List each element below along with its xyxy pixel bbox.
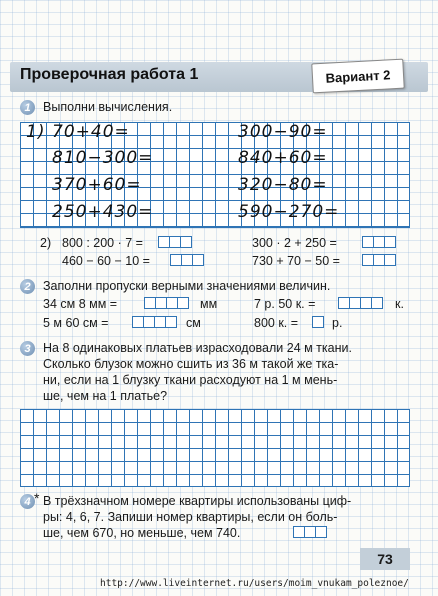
expression: 800 : 200 · 7 = [62,236,143,250]
expression: 300 · 2 + 250 = [252,236,337,250]
answer-cells[interactable] [144,297,188,309]
footer-url[interactable]: http://www.liveinternet.ru/users/moim_vnukam_poleznoe/ [100,578,409,589]
unit-label: см [186,316,201,330]
conversion-label: 34 см 8 мм = [43,297,118,311]
answer-cells[interactable] [158,236,191,248]
handwritten-expression: 250+430= [52,202,154,222]
task-number-icon-3: 3 [20,341,35,356]
page-number: 73 [360,548,410,570]
answer-cells[interactable] [293,526,326,538]
task3-text-line: Сколько блузок можно сшить из 36 м такой же тка- [43,357,339,371]
task4-text-line: ры: 4, 6, 7. Запиши номер квартиры, если он боль- [43,510,338,524]
page-title: Проверочная работа 1 [20,66,199,83]
conversion-label: 800 к. = [254,316,299,330]
answer-cells[interactable] [362,236,395,248]
task3-answer-grid[interactable] [20,409,410,487]
task1-part1-label: 1) [26,122,46,142]
handwritten-expression: 370+60= [52,175,142,195]
handwritten-expression: 810−300= [52,148,154,168]
task2-instruction: Заполни пропуски верными значениями величин. [43,279,331,293]
answer-cells[interactable] [312,316,323,328]
handwritten-expression: 590−270= [238,202,340,222]
conversion-label: 7 р. 50 к. = [254,297,316,311]
task4-text-line: ше, чем 670, но меньше, чем 740. [43,526,241,540]
task-number-icon-4: 4 [20,494,35,509]
task3-text-line: ни, если на 1 блузку ткани расходуют на 1 м мень- [43,373,338,387]
expression: 730 + 70 − 50 = [252,254,340,268]
answer-cells[interactable] [362,254,395,266]
unit-label: мм [200,297,218,311]
task3-text-line: На 8 одинаковых платьев израсходовали 24 м ткани. [43,341,352,355]
handwritten-expression: 70+40= [52,122,130,142]
unit-label: р. [332,316,343,330]
conversion-label: 5 м 60 см = [43,316,109,330]
handwritten-expression: 320−80= [238,175,328,195]
task1-part2-label: 2) [40,236,52,250]
handwritten-expression: 300−90= [238,122,328,142]
answer-cells[interactable] [338,297,382,309]
task-number-icon-2: 2 [20,279,35,294]
variant-label: Вариант 2 [311,59,404,94]
handwritten-expression: 840+60= [238,148,328,168]
unit-label: к. [395,297,404,311]
task4-text-line: В трёхзначном номере квартиры использованы циф- [43,494,352,508]
star-mark: * [34,490,40,506]
answer-cells[interactable] [132,316,176,328]
task-number-icon-1: 1 [20,100,35,115]
expression: 460 − 60 − 10 = [62,254,150,268]
task3-text-line: ше, чем на 1 платье? [43,389,168,403]
answer-cells[interactable] [170,254,203,266]
task1-instruction: Выполни вычисления. [43,100,173,114]
